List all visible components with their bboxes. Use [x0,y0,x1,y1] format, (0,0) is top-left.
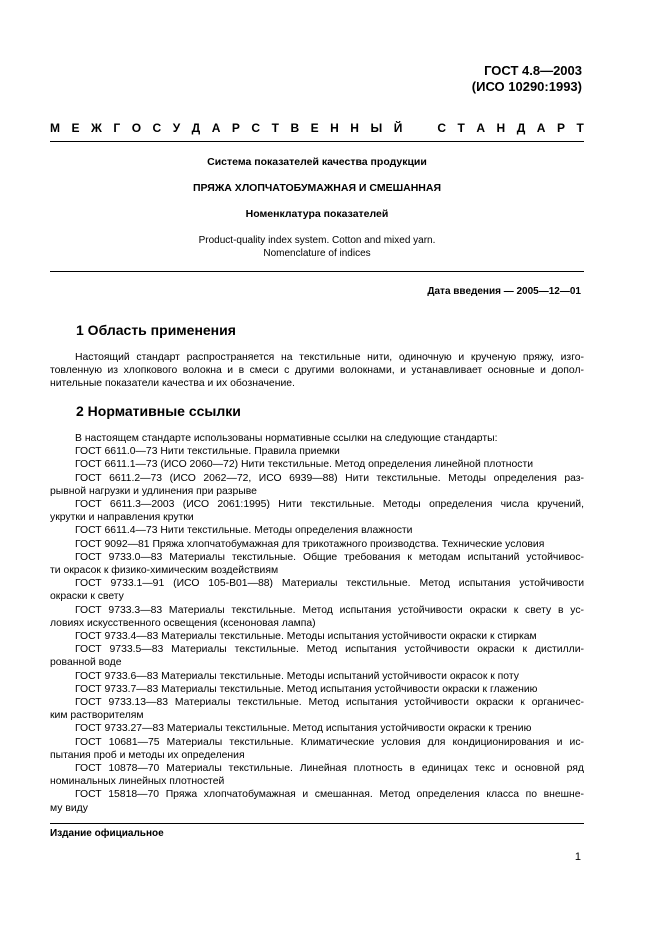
reference-continuation: номинальных линейных плотностей [50,776,225,788]
banner-letter: Т [271,121,279,135]
reference-line: ГОСТ 6611.2—73 (ИСО 2062—72, ИСО 6939—88) Нити текстильные. Методы определения раз- [75,472,584,484]
title-rule [50,271,584,272]
english-title-line-1: Product-quality index system. Cotton and mixed yarn. [198,235,436,246]
official-edition-label: Издание официальное [50,828,164,839]
banner-letter: Д [191,121,201,135]
reference-continuation: окраски к свету [50,591,124,603]
reference-continuation: рывной нагрузки и удлинения при разрыве [50,485,257,497]
section-2-text [50,432,584,815]
gost-number: ГОСТ 4.8—2003 [484,63,582,78]
section-1-line: Настоящий стандарт распространяется на текстильные нити, одиночную и крученую пряжу, изго- [75,352,584,363]
document-number-block [472,63,582,95]
reference-line: ГОСТ 15818—70 Пряжа хлопчатобумажная и смешанная. Метод определения класса по внешне- [75,789,584,801]
reference-line: ГОСТ 9733.4—83 Материалы текстильные. Методы испытания устойчивости окраски к стиркам [75,631,537,643]
reference-continuation: пытания проб и методы их определения [50,749,245,761]
banner-letter: С [437,121,447,135]
interstate-standard-banner [50,121,584,135]
reference-continuation: ти окрасок к физико-химическим воздействиям [50,565,279,577]
page-number: 1 [574,851,581,863]
banner-letter: Е [71,121,80,135]
reference-continuation: ким растворителям [50,710,144,722]
subtitle: Номенклатура показателей [245,208,389,220]
banner-letter: А [211,121,221,135]
reference-line: ГОСТ 9733.6—83 Материалы текстильные. Методы испытаний устойчивости окрасок к поту [75,670,519,682]
banner-gap [414,121,426,135]
banner-letter: Ж [91,121,102,135]
reference-line: ГОСТ 6611.3—2003 (ИСО 2061:1995) Нити текстильные. Методы определения числа кручений, [75,499,584,511]
banner-letter: А [476,121,486,135]
banner-letter: У [172,121,181,135]
reference-line: ГОСТ 9733.0—83 Материалы текстильные. Общие требования к методам испытаний устойчивос- [75,551,584,563]
banner-letter: Г [113,121,121,135]
section-1-line: товленную из хлопкового волокна и в смеси с другими волокнами, и устанавливает основные и допол- [50,365,584,377]
section-1-heading: 1 Область применения [76,322,236,338]
section-1-line: нительные показатели качества и их обозначение. [50,378,295,390]
banner-letter: Ы [370,121,383,135]
effective-date: Дата введения — 2005—12—01 [427,286,581,297]
banner-letter: С [152,121,162,135]
reference-continuation: укрутки и направления крутки [50,512,194,524]
banner-letter: Т [576,121,584,135]
banner-letter: М [50,121,60,135]
english-title-line-2: Nomenclature of indices [263,248,371,259]
banner-letter: О [131,121,142,135]
reference-line: ГОСТ 9733.5—83 Материалы текстильные. Метод испытания устойчивости окраски к дистилли- [75,644,584,656]
section-2-heading: 2 Нормативные ссылки [76,403,241,419]
section-1-text [50,351,584,391]
reference-line: ГОСТ 9733.13—83 Материалы текстильные. Метод испытания устойчивости окраски к органичес- [75,697,584,709]
reference-line: ГОСТ 9733.7—83 Материалы текстильные. Метод испытания устойчивости окраски к глажению [75,683,538,695]
reference-continuation: му виду [50,802,88,814]
system-title: Система показателей качества продукции [207,156,427,168]
footer-rule [50,823,584,824]
reference-line: ГОСТ 9733.3—83 Материалы текстильные. Метод испытания устойчивости окраски к свету в ус- [75,604,584,616]
reference-line: ГОСТ 9733.1—91 (ИСО 105-В01—88) Материалы текстильные. Метод испытания устойчивости [75,578,584,590]
reference-line: ГОСТ 6611.1—73 (ИСО 2060—72) Нити текстильные. Метод определения линейной плотности [75,459,534,471]
banner-letter: Р [231,121,240,135]
banner-letter: Й [393,121,403,135]
reference-line: ГОСТ 9092—81 Пряжа хлопчатобумажная для трикотажного производства. Технические условия [75,538,545,550]
main-title: ПРЯЖА ХЛОПЧАТОБУМАЖНАЯ И СМЕШАННАЯ [192,182,442,194]
reference-continuation: ловиях искусственного освещения (ксеноновая лампа) [50,617,316,629]
reference-line: ГОСТ 10878—70 Материалы текстильные. Линейная плотность в единицах текс и основной ряд [75,763,584,775]
banner-letter: Н [330,121,339,135]
banner-letter: Н [496,121,506,135]
banner-letter: С [251,121,261,135]
banner-letter: А [536,121,546,135]
reference-line: ГОСТ 10681—75 Материалы текстильные. Климатические условия для кондиционирования и ис- [75,736,584,748]
reference-line: ГОСТ 6611.0—73 Нити текстильные. Правила приемки [75,446,340,458]
banner-letter: Т [457,121,465,135]
reference-line: ГОСТ 6611.4—73 Нити текстильные. Методы определения влажности [75,525,413,537]
banner-letter: Д [516,121,526,135]
banner-letter: Е [310,121,319,135]
banner-letter: Р [556,121,565,135]
reference-line: ГОСТ 9733.27—83 Материалы текстильные. Метод испытания устойчивости окраски к трению [75,723,532,735]
reference-continuation: рованной воде [50,657,122,669]
banner-letter: Н [350,121,359,135]
top-rule [50,141,584,142]
english-title [50,234,584,260]
iso-number: (ИСО 10290:1993) [471,79,582,94]
references-intro: В настоящем стандарте использованы нормативные ссылки на следующие стандарты: [75,433,498,444]
banner-letter: В [290,121,300,135]
